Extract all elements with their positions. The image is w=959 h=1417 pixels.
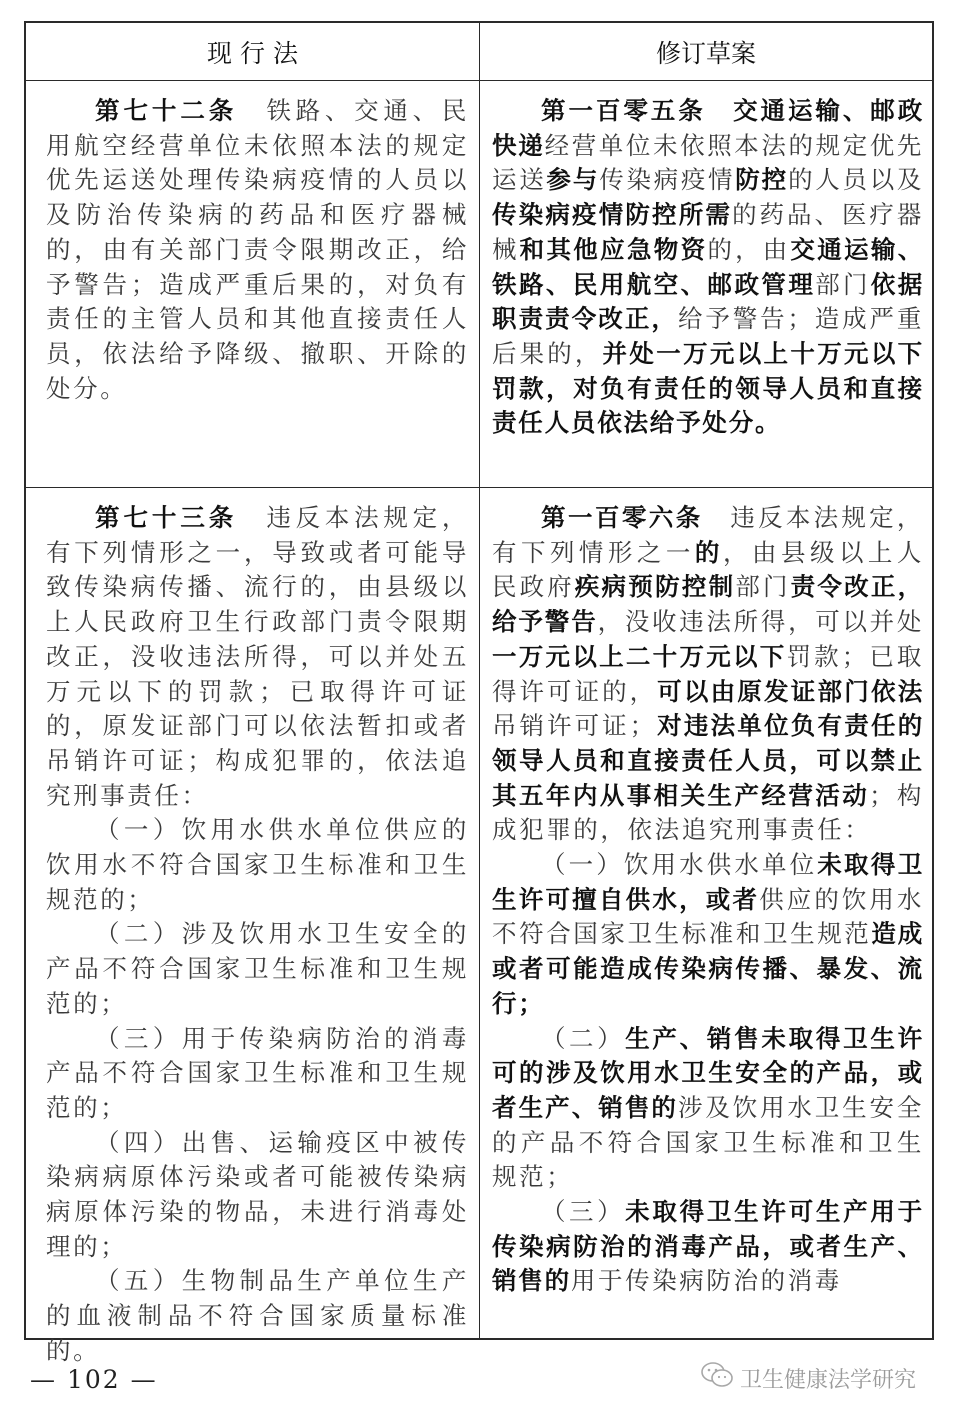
text: 的药品、医疗器械 [492, 200, 924, 264]
comparison-table [24, 21, 934, 1365]
revised-text: 对违法单位负有责任的领导人员和直接责任人员，可以禁止其五年内从事相关生产经营活动 [492, 711, 924, 810]
text: 部门 [815, 269, 871, 299]
text: 用于传染病防治的消毒 [570, 1266, 842, 1296]
text: ，没收违法所得，可以并处 [597, 607, 924, 637]
text: （三） [541, 1197, 626, 1227]
text: （五）生物制品生产单位生产的血液制品不符合国家质量标准的。 [46, 1266, 469, 1365]
revised-text: 传染病疫情防控所需 [492, 200, 733, 230]
paragraph [46, 1022, 469, 1126]
cell-draft-article-105 [492, 94, 924, 441]
text: 传染病疫情 [599, 165, 736, 195]
watermark-brand [700, 1361, 916, 1395]
revised-text: 疾病预防控制 [574, 572, 736, 602]
text: ；构成犯罪的，依法追究刑事责任： [492, 780, 924, 845]
text: （四）出售、运输疫区中被传染病病原体污染或者可能被传染病病原体污染的物品，未进行消毒处理的； [46, 1127, 469, 1261]
text: 违反本法规定，有下列情形之一，导致或者可能导致传染病传播、流行的，由县级以上人民政府卫生行政部门责令限期改正，没收违法所得，可以并处五万元以下的罚款；已取得许可证的，原发证部门可以依法暂扣或者吊销许可证；构成犯罪的，依法追究刑事责任： [46, 503, 469, 810]
text: （二） [541, 1023, 626, 1053]
text: 的，由 [707, 234, 791, 264]
text: 供应的饮用水不符合国家卫生标准和卫生规范 [492, 884, 924, 949]
text: （三）用于传染病防治的消毒产品不符合国家卫生标准和卫生规范的； [46, 1023, 469, 1122]
paragraph [492, 1195, 924, 1299]
paragraph [46, 1126, 469, 1265]
revised-text: 未取得卫生许可生产用于传染病防治的消毒产品，或者生产、销售的 [492, 1197, 924, 1296]
paragraph [46, 813, 469, 917]
revised-text: 可以由原发证部门依法 [657, 676, 924, 706]
header-current-law: 现 行 法 [207, 39, 298, 68]
revised-text: 第七十三条 [95, 503, 238, 532]
cell-draft-article-106 [492, 501, 924, 1299]
text: 违反本法规定，有下列情形之一 [492, 503, 924, 567]
text: ，由县级以上人民政府 [492, 537, 924, 602]
text: 吊销许可证； [492, 711, 657, 741]
wechat-icon [700, 1361, 734, 1395]
revised-text: 交通运输、铁路、民用航空、邮政管理 [492, 234, 924, 299]
text: 铁路、交通、民用航空经营单位未依照本法的规定优先运送处理传染病疫情的人员以及防治传染病的药品和医疗器械的，由有关部门责令限期改正，给予警告；造成严重后果的，对负有责任的主管人员和其他直接责任人员，依法给予降级、撤职、开除的处分。 [46, 96, 469, 403]
paragraph [46, 94, 469, 406]
page-number: — 102 — [30, 1365, 158, 1394]
cell-current-law-article-73 [46, 501, 469, 1369]
revised-text: 和其他应急物资 [519, 234, 708, 264]
revised-text: 生产、销售未取得卫生许可的涉及饮用水卫生安全的产品，或者生产、销售的 [492, 1023, 924, 1122]
revised-text: 防控 [735, 165, 789, 195]
column-divider [479, 23, 480, 1338]
revised-text: 第七十二条 [95, 96, 238, 125]
paragraph [46, 501, 469, 813]
text: 的人员以及 [788, 165, 924, 195]
revised-text: 并处一万元以上十万元以下罚款，对负有责任的领导人员和直接责任人员依法给予处分。 [492, 338, 924, 438]
paragraph [492, 1022, 924, 1196]
paragraph [492, 94, 924, 441]
text: 罚款；已取得许可证的， [492, 641, 924, 706]
row-divider [26, 487, 932, 488]
text: 部门 [735, 572, 791, 602]
cell-current-law-article-72 [46, 94, 469, 406]
text: （一）饮用水供水单位 [541, 850, 818, 880]
text: 涉及饮用水卫生安全的产品不符合国家卫生标准和卫生规范； [492, 1092, 924, 1192]
revised-text: 的 [694, 537, 724, 567]
header-draft-revision: 修订草案 [655, 39, 756, 68]
text: 经营单位未依照本法的规定优先运送 [492, 130, 925, 195]
text: （二）涉及饮用水卫生安全的产品不符合国家卫生标准和卫生规范的； [46, 919, 469, 1018]
revised-text: 责令改正，给予警告 [492, 572, 924, 637]
paragraph [46, 1264, 469, 1368]
text: 给予警告；造成严重后果的， [492, 304, 924, 368]
text: （一）饮用水供水单位供应的饮用水不符合国家卫生标准和卫生规范的； [46, 815, 469, 914]
revised-text: 参与 [546, 165, 600, 195]
paragraph [492, 848, 924, 1022]
revised-text: 第一百零六条 [541, 503, 703, 532]
revised-text: 造成或者可能造成传染病传播、暴发、流行； [492, 919, 925, 1018]
brand-text: 卫生健康法学研究 [740, 1367, 917, 1393]
revised-text: 依据职责责令改正， [492, 269, 924, 334]
paragraph [46, 917, 469, 1021]
revised-text: 一万元以上二十万元以下 [492, 641, 787, 671]
revised-text: 未取得卫生许可擅自供水，或者 [492, 850, 925, 914]
revised-text: 第一百零五条 交通运输、邮政快递 [492, 96, 924, 160]
paragraph [492, 501, 924, 848]
